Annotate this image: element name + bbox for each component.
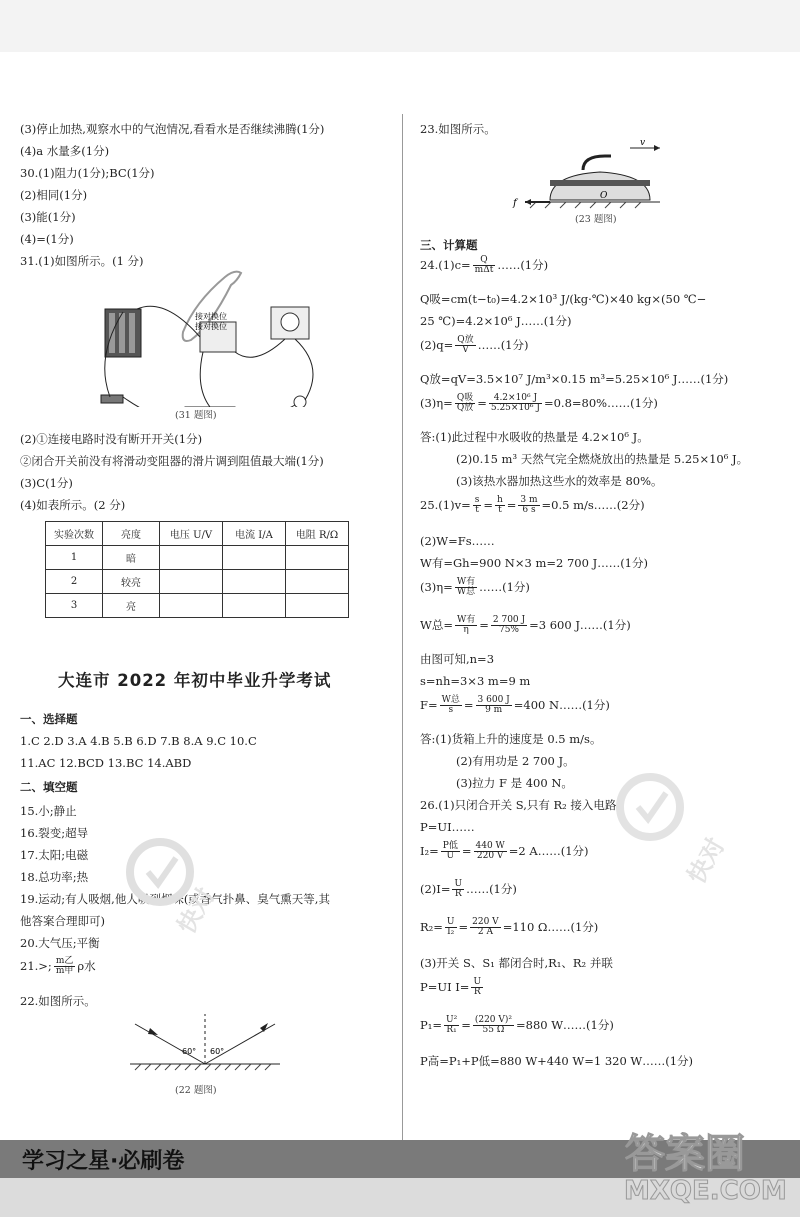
figure-caption: (23 题图) — [575, 214, 617, 225]
exam-title: 大连市 2022 年初中毕业升学考试 — [58, 671, 332, 690]
answer-line: (3)C(1分) — [20, 476, 73, 490]
formula-line: P=UI…… — [420, 820, 475, 834]
arrow-icon — [525, 199, 531, 205]
answer-line: (3)能(1分) — [20, 210, 76, 224]
figure-label: 接对换位 — [195, 322, 227, 331]
section-heading: 三、计算题 — [420, 238, 478, 252]
table-header: 电压 U/V — [160, 522, 223, 546]
formula-line: 25 ℃)=4.2×10⁶ J……(1分) — [420, 314, 572, 328]
circuit-figure — [75, 267, 325, 407]
answer-line: (2)相同(1分) — [20, 188, 88, 202]
answer-line: (3)停止加热,观察水中的气泡情况,看看水是否继续沸腾(1分) — [20, 122, 325, 136]
arrow-icon — [148, 1028, 158, 1035]
answer-line: ②闭合开关前没有将滑动变阻器的滑片调到阻值最大端(1分) — [20, 454, 324, 468]
formula-line: Q吸=cm(t−t₀)=4.2×10³ J/(kg·℃)×40 kg×(50 ℃− — [420, 292, 707, 306]
formula-line: W有=Gh=900 N×3 m=2 700 J……(1分) — [420, 556, 648, 570]
formula-line: (3)η= $\frac{\text{W有}}{\text{W总}}$ ……(1分) — [420, 577, 530, 598]
table-header: 亮度 — [103, 522, 160, 546]
answer-line: 16.裂变;超导 — [20, 826, 89, 840]
arrow-icon — [654, 145, 660, 151]
answer-line: 31.(1)如图所示。(1 分) — [20, 254, 144, 268]
answer-line: (4)a 水量多(1分) — [20, 144, 110, 158]
section-heading: 二、填空题 — [20, 780, 78, 794]
formula-line: 26.(1)只闭合开关 S,只有 R₂ 接入电路 — [420, 798, 617, 812]
watermark-logo: 答案圈 — [625, 1131, 745, 1177]
formula-line: W总= $\frac{\text{W有}}{\eta}$ = $\frac{2 700 J}{75\%}$ =3 600 J……(1分) — [420, 615, 631, 636]
answer-line: 17.太阳;电磁 — [20, 848, 89, 862]
formula-line: R₂= $\frac{U}{\text{I₂}}$ = $\frac{220 V}{2 A}$ =110 Ω……(1分) — [420, 917, 599, 938]
answer-line: (3)拉力 F 是 400 N。 — [456, 776, 573, 790]
table-header: 电阻 R/Ω — [286, 522, 349, 546]
figure-label: 接对换位 — [195, 312, 227, 321]
switch-icon — [101, 395, 123, 403]
table-row: 2 较亮 — [46, 570, 349, 594]
answer-line: 19.运动;有人吸烟,他人吸到烟味(或香气扑鼻、臭气熏天等,其 — [20, 892, 330, 906]
answer-line: 答:(1)货箱上升的速度是 0.5 m/s。 — [420, 732, 602, 746]
svg-text:f: f — [513, 198, 517, 209]
watermark-check-icon — [610, 767, 700, 847]
formula-line: (3)开关 S、S₁ 都闭合时,R₁、R₂ 并联 — [420, 956, 613, 970]
reflection-figure — [130, 1012, 280, 1082]
svg-text:v: v — [640, 140, 646, 148]
formula-line: Q放=qV=3.5×10⁷ J/m³×0.15 m³=5.25×10⁶ J……(1分) — [420, 372, 729, 386]
answer-line: 他答案合理即可) — [20, 914, 105, 928]
curling-figure — [505, 140, 665, 210]
formula-line: 24.(1)c= $\frac{Q}{\text{mΔt}}$ ……(1分) — [420, 255, 549, 276]
answer-line: 20.大气压;平衡 — [20, 936, 100, 950]
formula-line: P=UI I= $\frac{U}{R}$ — [420, 977, 482, 998]
answer-line: 1.C 2.D 3.A 4.B 5.B 6.D 7.B 8.A 9.C 10.C — [20, 734, 257, 748]
answer-line: (4)如表所示。(2 分) — [20, 498, 126, 512]
formula-line: (2)q= $\frac{\text{Q放}}{V}$ ……(1分) — [420, 335, 529, 356]
table-header: 电流 I/A — [223, 522, 286, 546]
answer-line: (4)=(1分) — [20, 232, 74, 246]
section-heading: 一、选择题 — [20, 712, 78, 726]
answer-line: 21.>; $\frac{\text{m乙}}{\text{m甲}}$ ρ水 — [20, 956, 96, 977]
answer-line: 22.如图所示。 — [20, 994, 96, 1008]
answer-line: 答:(1)此过程中水吸收的热量是 4.2×10⁶ J。 — [420, 430, 649, 444]
table-header: 实验次数 — [46, 522, 103, 546]
footer-brand: 学习之星·必刷卷 — [22, 1149, 185, 1174]
formula-line: 25.(1)v= $\frac{s}{t}$ = $\frac{h}{t}$ = $\frac{3 m}{6 s}$ =0.5 m/s……(2分) — [420, 495, 645, 516]
angle-label: 60° — [210, 1047, 225, 1056]
document-page — [0, 52, 800, 1152]
answer-line: (2)有用功是 2 700 J。 — [456, 754, 575, 768]
formula-line: P高=P₁+P低=880 W+440 W=1 320 W……(1分) — [420, 1054, 694, 1068]
answer-line: 30.(1)阻力(1分);BC(1分) — [20, 166, 155, 180]
watermark-site: MXQE.COM — [624, 1176, 787, 1206]
answer-line: 18.总功率;热 — [20, 870, 89, 884]
answer-line: (3)该热水器加热这些水的效率是 80%。 — [456, 474, 663, 488]
answer-line: 11.AC 12.BCD 13.BC 14.ABD — [20, 756, 192, 770]
figure-caption: (22 题图) — [175, 1085, 217, 1096]
angle-label: 60° — [182, 1047, 197, 1056]
answer-line: 15.小;静止 — [20, 804, 77, 818]
formula-line: (2)W=Fs…… — [420, 534, 495, 548]
table-row: 1 暗 — [46, 546, 349, 570]
watermark-text: 快对 — [172, 882, 221, 939]
formula-line: 由图可知,n=3 — [420, 652, 495, 666]
formula-line: P₁= $\frac{\text{U²}}{\text{R₁}}$ = $\frac{\text{(220 V)²}}{55 \Omega}$ =880 W……(1分) — [420, 1015, 614, 1036]
formula-line: I₂= $\frac{\text{P低}}{U}$ = $\frac{440 W}{220 V}$ =2 A……(1分) — [420, 841, 589, 862]
column-divider — [402, 114, 403, 1164]
arrow-icon — [260, 1023, 268, 1032]
experiment-table — [45, 521, 349, 618]
answer-line: (2)①连接电路时没有断开开关(1分) — [20, 432, 203, 446]
bulb-icon — [294, 396, 306, 407]
answer-line: 23.如图所示。 — [420, 122, 496, 136]
formula-line: F= $\frac{\text{W总}}{s}$ = $\frac{3 600 J}{9 m}$ =400 N……(1分) — [420, 695, 610, 716]
formula-line: (2)I= $\frac{U}{R}$ ……(1分) — [420, 879, 517, 900]
watermark-text: 快对 — [682, 832, 731, 889]
top-toolbar — [0, 0, 800, 52]
table-row: 3 亮 — [46, 594, 349, 618]
answer-line: (2)0.15 m³ 天然气完全燃烧放出的热量是 5.25×10⁶ J。 — [456, 452, 749, 466]
formula-line: s=nh=3×3 m=9 m — [420, 674, 531, 688]
svg-text:O: O — [600, 191, 608, 201]
formula-line: (3)η= $\frac{\text{Q吸}}{\text{Q放}}$ = $\frac{\text{4.2×10⁶ J}}{\text{5.25×10⁶ J}}$ =0.8=80%……(1分) — [420, 393, 658, 414]
figure-caption: (31 题图) — [175, 410, 217, 421]
